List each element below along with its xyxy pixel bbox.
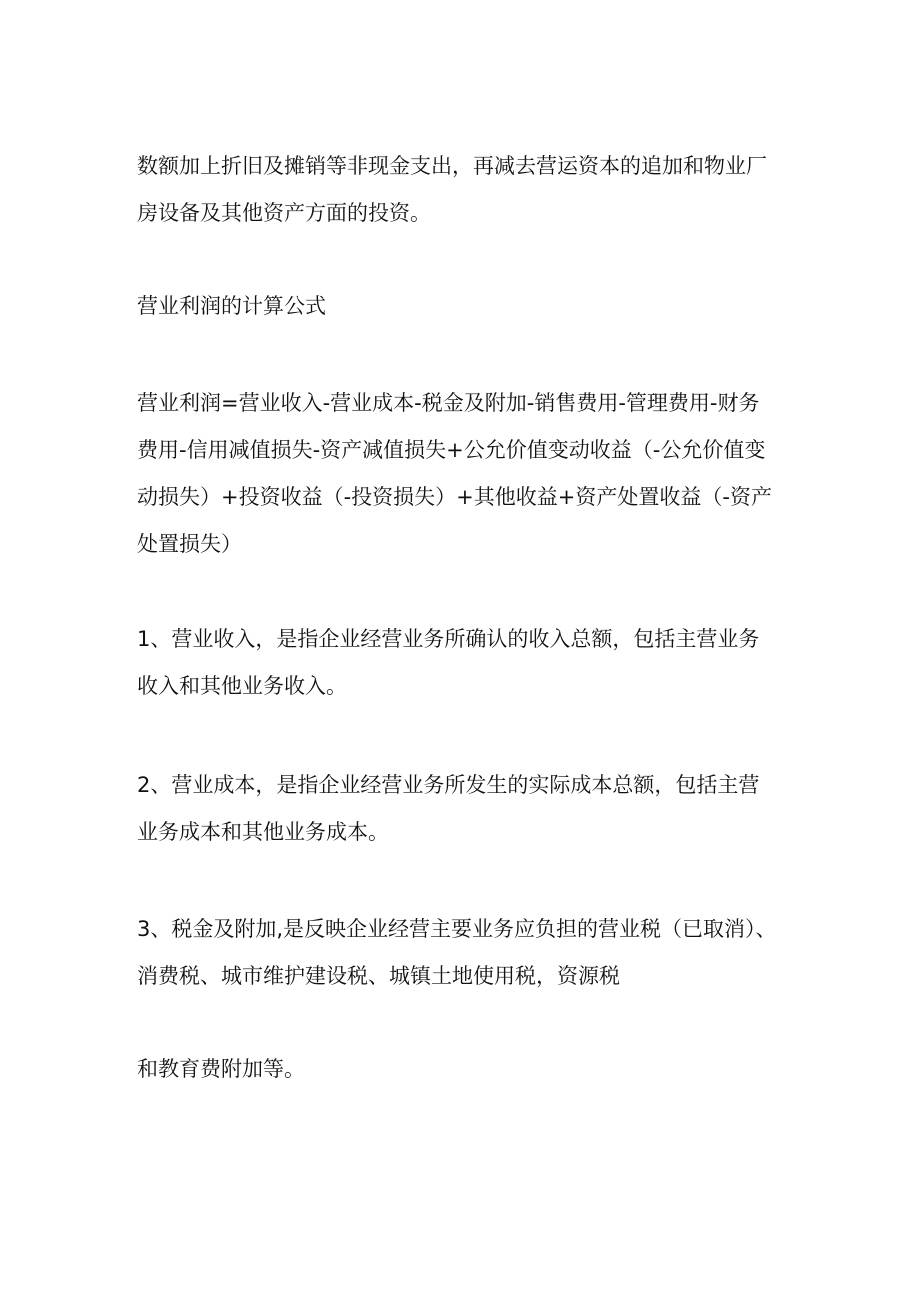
text-line: 费用-信用减值损失-资产减值损失+公允价值变动收益（-公允价值变 bbox=[137, 438, 766, 462]
paragraph-operating-profit-equation bbox=[137, 380, 787, 568]
text-line: 1、营业收入，是指企业经营业务所确认的收入总额，包括主营业务 bbox=[137, 627, 760, 651]
text-line: 数额加上折旧及摊销等非现金支出，再减去营运资本的追加和物业厂 bbox=[137, 154, 767, 178]
section-heading-operating-profit-formula bbox=[137, 283, 787, 330]
text-line: 业务成本和其他业务成本。 bbox=[137, 820, 389, 844]
text-line: 3、税金及附加,是反映企业经营主要业务应负担的营业税（已取消）、 bbox=[137, 917, 777, 941]
text-line: 营业利润=营业收入-营业成本-税金及附加-销售费用-管理费用-财务 bbox=[137, 391, 760, 415]
paragraph-item-3-continued bbox=[137, 1046, 787, 1093]
paragraph-free-cash-flow-continued bbox=[137, 143, 787, 237]
text-line: 消费税、城市维护建设税、城镇土地使用税，资源税 bbox=[137, 964, 620, 988]
paragraph-item-1-operating-revenue bbox=[137, 616, 787, 710]
text-line: 处置损失） bbox=[137, 532, 242, 556]
text-line: 动损失）+投资收益（-投资损失）+其他收益+资产处置收益（-资产 bbox=[137, 485, 772, 509]
text-line: 收入和其他业务收入。 bbox=[137, 674, 347, 698]
paragraph-item-2-operating-cost bbox=[137, 762, 787, 856]
paragraph-item-3-taxes-and-surcharges bbox=[137, 906, 787, 1000]
heading-text: 营业利润的计算公式 bbox=[137, 294, 326, 318]
text-line: 和教育费附加等。 bbox=[137, 1057, 305, 1081]
text-line: 房设备及其他资产方面的投资。 bbox=[137, 201, 431, 225]
text-line: 2、营业成本，是指企业经营业务所发生的实际成本总额，包括主营 bbox=[137, 773, 760, 797]
